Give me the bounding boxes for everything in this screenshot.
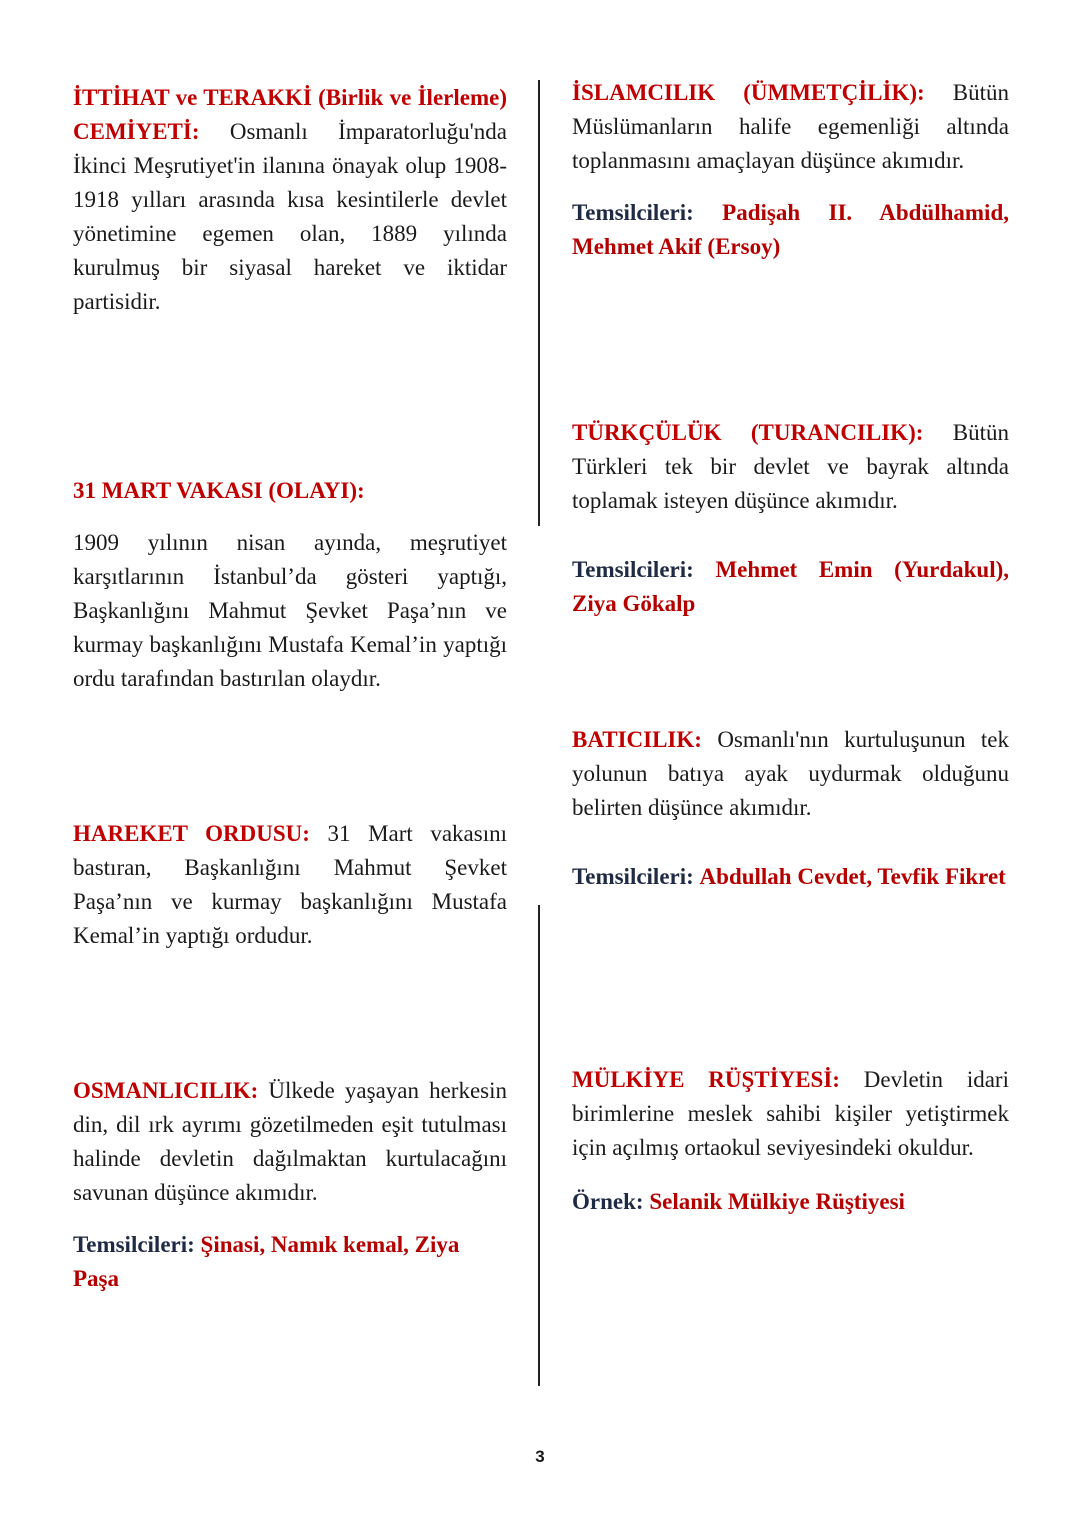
section-islamcilik-representatives xyxy=(572,196,1009,264)
section-hareket-ordusu-title: HAREKET ORDUSU: xyxy=(73,821,310,846)
representatives-names: Abdullah Cevdet, Tevfik Fikret xyxy=(699,864,1006,889)
section-baticilik-text xyxy=(572,723,1009,825)
section-mulkiye-example xyxy=(572,1185,1009,1219)
page-number: 3 xyxy=(535,1447,545,1466)
section-ittihat-text xyxy=(73,81,507,319)
section-osmanlicilik-representatives xyxy=(73,1228,507,1296)
example-label: Örnek: xyxy=(572,1189,644,1214)
section-mulkiye-body: Devletin idari birimlerine meslek sahibi kişiler yetiştirmek için açılmış ortaokul seviyesindeki okuldur. xyxy=(572,1067,1009,1160)
column-divider-top xyxy=(538,80,540,526)
section-turkculuk-text xyxy=(572,416,1009,518)
column-divider-bottom xyxy=(538,905,540,1386)
section-osmanlicilik-text xyxy=(73,1074,507,1210)
section-turkculuk-title: TÜRKÇÜLÜK (TURANCILIK): xyxy=(572,420,924,445)
representatives-label: Temsilcileri: xyxy=(572,200,694,225)
section-mulkiye-title: MÜLKİYE RÜŞTİYESİ: xyxy=(572,1067,840,1092)
section-mulkiye xyxy=(572,1063,1009,1219)
section-baticilik-body: Osmanlı'nın kurtuluşunun tek yolunun batıya ayak uydurmak olduğunu belirten düşünce akımıdır. xyxy=(572,727,1010,820)
representatives-label: Temsilcileri: xyxy=(73,1232,195,1257)
representatives-names: Mehmet Emin (Yurdakul), Ziya Gökalp xyxy=(572,557,1010,616)
section-ittihat-title: İTTİHAT ve TERAKKİ (Birlik ve İlerleme) CEMİYETİ: xyxy=(73,85,507,144)
section-31-mart xyxy=(73,474,507,696)
example-name: Selanik Mülkiye Rüştiyesi xyxy=(649,1189,905,1214)
section-osmanlicilik-title: OSMANLICILIK: xyxy=(73,1078,259,1103)
section-31-mart-body: 1909 yılının nisan ayında, meşrutiyet karşıtlarının İstanbul’da gösteri yaptığı, Başkanlığını Mahmut Şevket Paşa’nın ve kurmay başkanlığını Mustafa Kemal’in yaptığı ordu tarafından bastırılan olaydır. xyxy=(73,530,507,691)
section-islamcilik-text xyxy=(572,76,1009,178)
representatives-label: Temsilcileri: xyxy=(572,557,694,582)
section-turkculuk-body: Bütün Türkleri tek bir devlet ve bayrak altında toplamak isteyen düşünce akımıdır. xyxy=(572,420,1009,513)
section-ittihat xyxy=(73,81,507,319)
section-baticilik-representatives xyxy=(572,860,1009,894)
section-baticilik xyxy=(572,723,1009,894)
section-mulkiye-text xyxy=(572,1063,1009,1165)
section-hareket-ordusu xyxy=(73,817,507,953)
section-ittihat-body: Osmanlı İmparatorluğu'nda İkinci Meşrutiyet'in ilanına önayak olup 1908-1918 yılları arasında kısa kesintilerle devlet yönetimine egemen olan, 1889 yılında kurulmuş bir siyasal hareket ve iktidar partisidir. xyxy=(73,119,507,314)
section-osmanlicilik-body: Ülkede yaşayan herkesin din, dil ırk ayrımı gözetilmeden eşit tutulması halinde devletin dağılmaktan kurtulacağını savunan düşünce akımıdır. xyxy=(73,1078,507,1205)
representatives-label: Temsilcileri: xyxy=(572,864,694,889)
section-islamcilik-title: İSLAMCILIK (ÜMMETÇİLİK): xyxy=(572,80,925,105)
representatives-names: Şinasi, Namık kemal, Ziya Paşa xyxy=(73,1232,460,1291)
section-hareket-ordusu-text xyxy=(73,817,507,953)
section-31-mart-title: 31 MART VAKASI (OLAYI): xyxy=(73,478,365,503)
section-turkculuk-representatives xyxy=(572,553,1009,621)
section-turkculuk xyxy=(572,416,1009,621)
section-baticilik-title: BATICILIK: xyxy=(572,727,702,752)
section-hareket-ordusu-body: 31 Mart vakasını bastıran, Başkanlığını Mahmut Şevket Paşa’nın ve kurmay başkanlığını Mustafa Kemal’in yaptığı ordudur. xyxy=(73,821,507,948)
section-islamcilik-body: Bütün Müslümanların halife egemenliği altında toplanmasını amaçlayan düşünce akımıdır. xyxy=(572,80,1009,173)
section-islamcilik xyxy=(572,76,1009,264)
section-osmanlicilik xyxy=(73,1074,507,1296)
representatives-names: Padişah II. Abdülhamid, Mehmet Akif (Ersoy) xyxy=(572,200,1009,259)
